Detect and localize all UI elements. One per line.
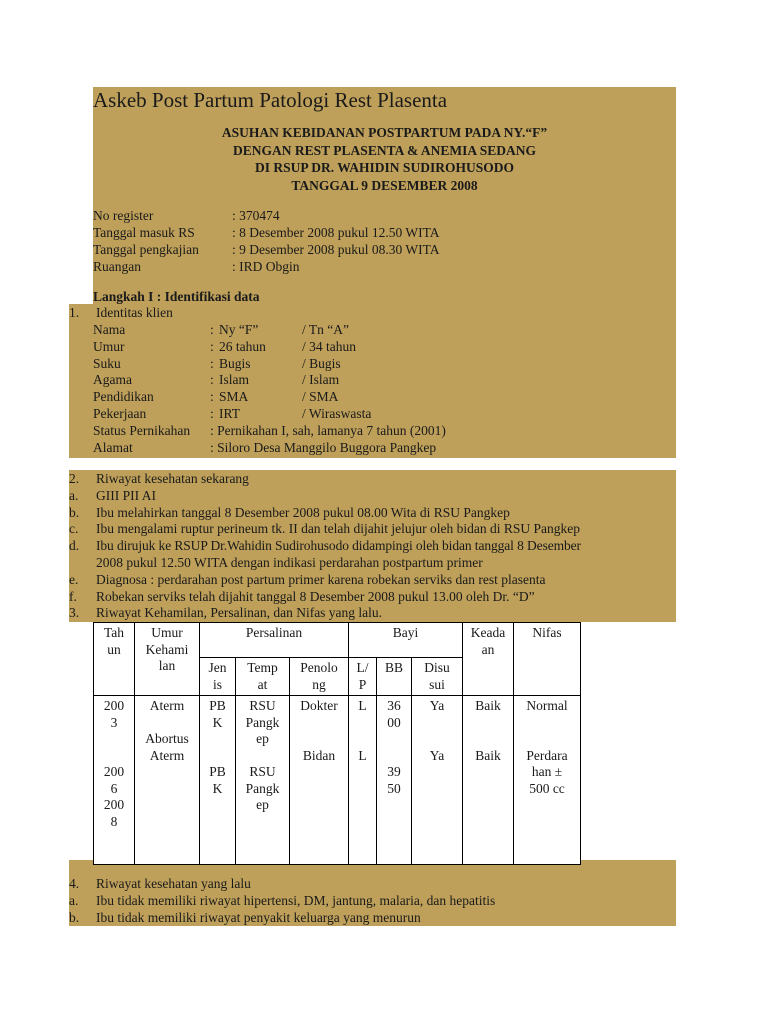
identity-label: Pendidikan	[93, 389, 154, 405]
header-tempat: Temp at	[236, 658, 290, 696]
list-text: Riwayat kesehatan yang lalu	[96, 876, 251, 891]
header-lp: L/ P	[349, 658, 377, 696]
identity-wife-value: 26 tahun	[219, 338, 266, 354]
list-marker: d.	[69, 538, 80, 554]
header-bb: BB	[377, 658, 412, 696]
identity-wife-value: Bugis	[219, 355, 251, 371]
registration-label: Ruangan	[93, 259, 141, 274]
list-text: Ibu tidak memiliki riwayat penyakit keluarga yang menurun	[96, 909, 421, 925]
document-page: Askeb Post Partum Patologi Rest Plasenta ASUHAN KEBIDANAN POSTPARTUM PADA NY.“F” DENGAN REST PLASENTA & ANEMIA SEDANG DI RSUP DR. WAHIDIN SUDIROHUSODO TANGGAL 9 DESEMBER 2008 No register : 370474 Tanggal masuk RS : 8 Desember 2008 pukul 12.50 WITA Tanggal pengkajian : 9 Desember 2008 pukul 08.30 WITA Ruangan : IRD Obgin Langkah I : Identifikasi data 1. Identitas klien Nama : Ny “F” / Tn “A” Umur : 26 tahun / 34 tahun Suku : Bugis / Bugis Agama : Islam / Islam Pendidikan : SMA / SMA Pekerjaan : IRT / Wiraswasta Status Pernikahan : Pernikahan I, sah, lamanya 7 tahun (2001) Alamat : Siloro Desa Manggilo Buggora Pangkep 2. Riwayat kesehatan sekarang a. GIII PII AI b. Ibu melahirkan tanggal 8 Desember 2008 pukul 08.00 Wita di RSU Pangkep c. Ibu mengalami ruptur perineum tk. II dan telah dijahit jelujur oleh bidan di RSU Pangkep d. Ibu dirujuk ke RSUP Dr.Wahidin Sudirohusodo didampingi oleh bidan tanggal 8 Desember 2008 pukul 12.50 WITA dengan indikasi perdarahan postpartum primer e. Diagnosa : perdarahan post partum primer karena robekan serviks dan rest plasenta f. Robekan serviks telah dijahit tanggal 8 Desember 2008 pukul 13.00 oleh Dr. “D” 3. Riwayat Kehamilan, Persalinan, dan Nifas yang lalu. Tah un Umur Kehami lan Persalinan Bayi Keada an Nifas Jen is Temp at Penolo ng L/ P BB Disu sui 200 3 200 6 200 8 Aterm Abortus Aterm PB K PB K RSU Pangk ep RSU Pangk ep Dokter Bidan L L 36 00 39 50 Ya Ya Baik Baik Normal Perdara han ± 500 cc 4. Riwayat kesehatan yang lalu a. Ibu tidak memiliki riwayat hipertensi, DM, jantung, malaria, dan hepatitis b. Ibu tidak memiliki riwayat penyakit keluarga yang menurun	[0, 0, 768, 1024]
list-marker: 4.	[69, 876, 80, 891]
list-text: Ibu dirujuk ke RSUP Dr.Wahidin Sudirohusodo didampingi oleh bidan tanggal 8 Desember	[96, 538, 581, 554]
cell-jenis: PB K PB K	[200, 696, 236, 865]
header-umur-kehamilan: Umur Kehami lan	[135, 623, 200, 696]
list-text: Riwayat Kehamilan, Persalinan, dan Nifas yang lalu.	[96, 605, 383, 621]
list-text: Ibu tidak memiliki riwayat hipertensi, DM, jantung, malaria, dan hepatitis	[96, 892, 496, 908]
identity-wife-value: IRT	[219, 405, 240, 421]
header-keadaan: Keada an	[463, 623, 514, 696]
registration-value: : 370474	[232, 208, 280, 223]
identity-label: Agama	[93, 372, 132, 388]
list-text: GIII PII AI	[96, 487, 156, 503]
heading-line: DI RSUP DR. WAHIDIN SUDIROHUSODO	[255, 160, 514, 175]
cell-umur-kehamilan: Aterm Abortus Aterm	[135, 696, 200, 865]
header-penolong: Penolo ng	[290, 658, 349, 696]
identity-label: Pekerjaan	[93, 405, 147, 421]
table-row	[94, 696, 581, 865]
list-text: Ibu melahirkan tanggal 8 Desember 2008 pukul 08.00 Wita di RSU Pangkep	[96, 504, 510, 520]
identity-label: Umur	[93, 338, 125, 354]
cell-disusui: Ya Ya	[412, 696, 463, 865]
identity-status-value: : Pernikahan I, sah, lamanya 7 tahun (2001)	[210, 422, 446, 438]
list-text: Diagnosa : perdarahan post partum primer karena robekan serviks dan rest plasenta	[96, 571, 546, 587]
heading-line: DENGAN REST PLASENTA & ANEMIA SEDANG	[233, 142, 536, 158]
heading-line: ASUHAN KEBIDANAN POSTPARTUM PADA NY.“F”	[221, 125, 548, 140]
table-header-row	[94, 623, 581, 658]
cell-keadaan: Baik Baik	[463, 696, 514, 865]
list-marker: a.	[69, 892, 79, 908]
cell-bb: 36 00 39 50	[377, 696, 412, 865]
cell-lp: L L	[349, 696, 377, 865]
identity-label: Suku	[93, 355, 121, 371]
identity-husband-value: / 34 tahun	[302, 338, 356, 354]
registration-value: : IRD Obgin	[232, 259, 300, 274]
cell-penolong: Dokter Bidan	[290, 696, 349, 865]
identity-wife-value: SMA	[219, 389, 249, 405]
header-nifas: Nifas	[514, 623, 581, 696]
identity-label: Nama	[93, 322, 126, 337]
registration-label: No register	[93, 208, 154, 223]
header-bayi: Bayi	[349, 623, 463, 658]
header-tahun: Tah un	[94, 623, 135, 696]
list-text: 2008 pukul 12.50 WITA dengan indikasi perdarahan postpartum primer	[96, 554, 483, 570]
identity-label: Alamat	[93, 439, 133, 455]
cell-tempat: RSU Pangk ep RSU Pangk ep	[236, 696, 290, 865]
list-marker: 3.	[69, 605, 80, 621]
document-heading	[93, 124, 676, 194]
list-marker: 1.	[69, 305, 80, 320]
list-marker: b.	[69, 504, 80, 520]
header-disusui: Disu sui	[412, 658, 463, 696]
step-title: Langkah I : Identifikasi data	[93, 289, 260, 304]
identity-husband-value: / Islam	[302, 372, 340, 388]
identity-wife-value: Islam	[219, 372, 249, 388]
highlight-band-top	[93, 87, 676, 304]
registration-value: : 8 Desember 2008 pukul 12.50 WITA	[232, 225, 440, 240]
registration-label: Tanggal pengkajian	[93, 242, 199, 257]
list-marker: a.	[69, 487, 79, 503]
identity-label: Status Pernikahan	[93, 422, 191, 438]
document-title: Askeb Post Partum Patologi Rest Plasenta	[93, 88, 448, 112]
list-text: Robekan serviks telah dijahit tanggal 8 Desember 2008 pukul 13.00 oleh Dr. “D”	[96, 588, 535, 604]
pregnancy-history-table	[93, 622, 581, 865]
list-marker: b.	[69, 909, 80, 925]
identity-husband-value: / SMA	[302, 389, 339, 405]
heading-line: TANGGAL 9 DESEMBER 2008	[291, 177, 478, 193]
list-text: Ibu mengalami ruptur perineum tk. II dan telah dijahit jelujur oleh bidan di RSU Pangkep	[96, 521, 581, 537]
list-marker: e.	[69, 571, 79, 587]
list-marker: f.	[69, 588, 77, 604]
header-persalinan: Persalinan	[200, 623, 349, 658]
list-text: Identitas klien	[96, 305, 173, 320]
registration-value: : 9 Desember 2008 pukul 08.30 WITA	[232, 242, 440, 257]
identity-husband-value: / Bugis	[302, 355, 341, 371]
cell-nifas: Normal Perdara han ± 500 cc	[514, 696, 581, 865]
identity-husband-value: / Tn “A”	[302, 322, 349, 337]
identity-husband-value: / Wiraswasta	[302, 405, 372, 421]
list-marker: c.	[69, 521, 79, 537]
registration-label: Tanggal masuk RS	[93, 225, 195, 240]
identity-wife-value: Ny “F”	[219, 322, 259, 337]
cell-tahun: 200 3 200 6 200 8	[94, 696, 135, 865]
header-jenis: Jen is	[200, 658, 236, 696]
list-marker: 2.	[69, 471, 80, 486]
list-text: Riwayat kesehatan sekarang	[96, 471, 249, 486]
identity-address-value: : Siloro Desa Manggilo Buggora Pangkep	[210, 439, 437, 455]
